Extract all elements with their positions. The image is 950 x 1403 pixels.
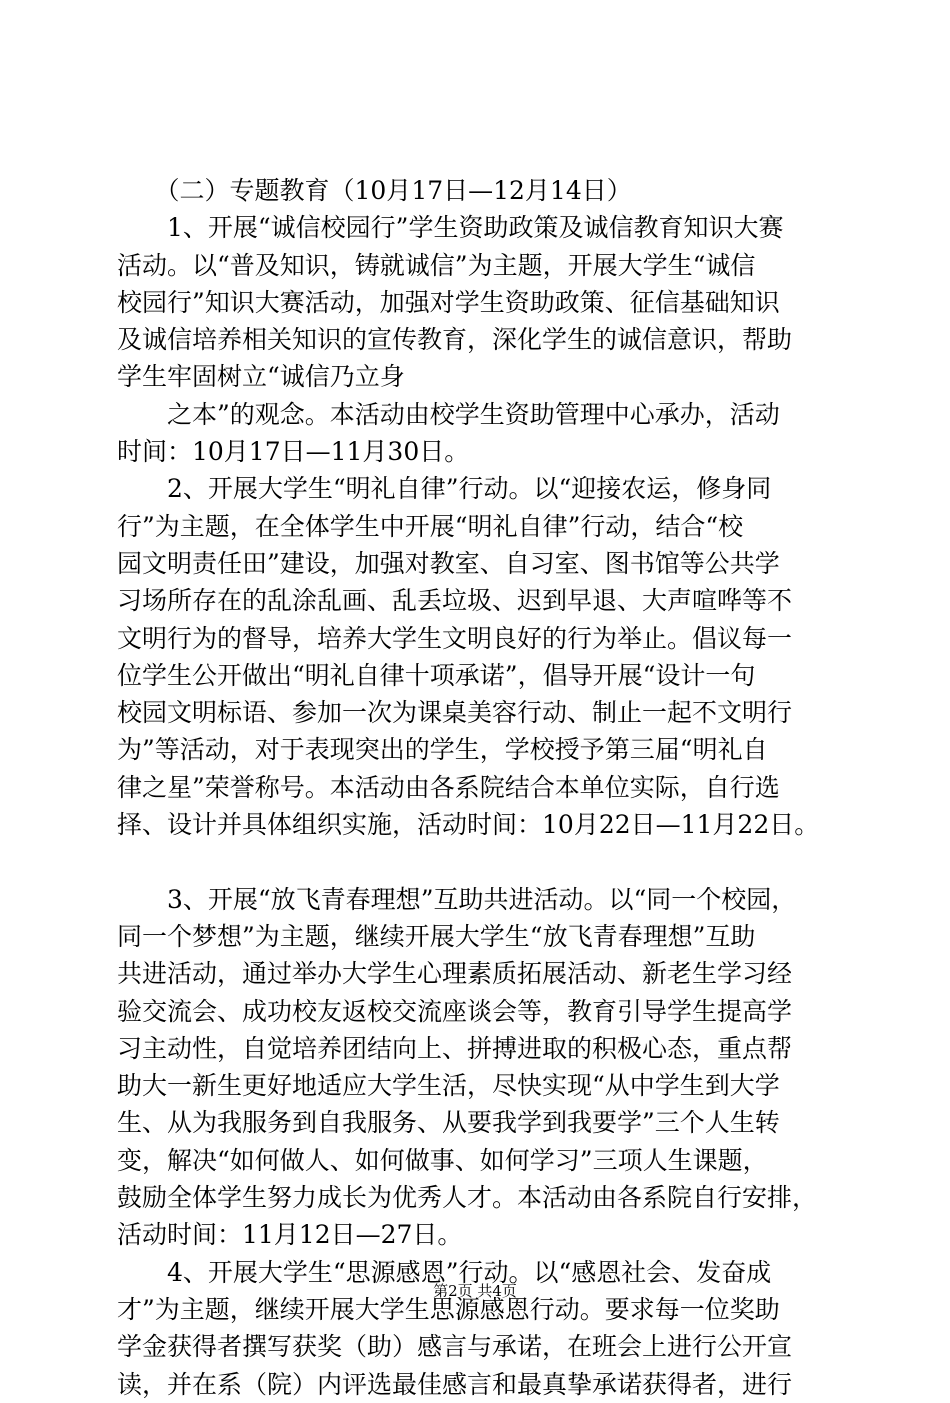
text-line: 行”为主题，在全体学生中开展“明礼自律”行动，结合“校 xyxy=(117,511,744,541)
text-line: （二）专题教育（10月17日—12月14日） xyxy=(117,176,632,205)
text-line: 助大一新生更好地适应大学生活，尽快实现“从中学生到大学 xyxy=(117,1071,780,1101)
text-line: 位学生公开做出“明礼自律十项承诺”，倡导开展“设计一句 xyxy=(117,660,756,690)
text-line: 同一个梦想”为主题，继续开展大学生“放飞青春理想”互助 xyxy=(117,921,756,951)
blank-line xyxy=(117,843,839,880)
text-line: 学金获得者撰写获奖（助）感言与承诺，在班会上进行公开宣 xyxy=(117,1332,793,1362)
text-line: 择、设计并具体组织实施，活动时间：10月22日—11月22日。 xyxy=(117,810,820,840)
text-line: 生、从为我服务到自我服务、从要我学到我要学”三个人生转 xyxy=(117,1108,780,1138)
text-line: 4、开展大学生“思源感恩”行动。以“感恩社会、发奋成 xyxy=(117,1257,772,1287)
text-line: 验交流会、成功校友返校交流座谈会等，教育引导学生提高学 xyxy=(117,996,793,1026)
text-line: 之本”的观念。本活动由校学生资助管理中心承办，活动 xyxy=(117,399,780,429)
text-line: 鼓励全体学生努力成长为优秀人才。本活动由各系院自行安排， xyxy=(117,1183,818,1213)
text-line: 1、开展“诚信校园行”学生资助政策及诚信教育知识大赛 xyxy=(117,213,784,243)
text-line: 文明行为的督导，培养大学生文明良好的行为举止。倡议每一 xyxy=(117,623,793,653)
text-line: 3、开展“放飞青春理想”互助共进活动。以“同一个校园， xyxy=(117,884,797,914)
text-line: 及诚信培养相关知识的宣传教育，深化学生的诚信意识，帮助 xyxy=(117,325,793,355)
text-line: 变，解决“如何做人、如何做事、如何学习”三项人生课题， xyxy=(117,1145,768,1175)
text-line: 读，并在系（院）内评选最佳感言和最真挚承诺获得者，进行 xyxy=(117,1369,793,1399)
text-line: 校园文明标语、参加一次为课桌美容行动、制止一起不文明行 xyxy=(117,698,793,728)
text-line: 时间：10月17日—11月30日。 xyxy=(117,437,470,467)
text-line: 律之星”荣誉称号。本活动由各系院结合本单位实际，自行选 xyxy=(117,772,780,802)
text-line: 园文明责任田”建设，加强对教室、自习室、图书馆等公共学 xyxy=(117,548,780,578)
text-line: 2、开展大学生“明礼自律”行动。以“迎接农运，修身同 xyxy=(117,474,772,504)
text-line: 习主动性，自觉培养团结向上、拼搏进取的积极心态，重点帮 xyxy=(117,1033,793,1063)
text-line: 才”为主题，继续开展大学生思源感恩行动。要求每一位奖助 xyxy=(117,1294,780,1324)
text-line: 校园行”知识大赛活动，加强对学生资助政策、征信基础知识 xyxy=(117,287,780,317)
text-line: 习场所存在的乱涂乱画、乱丢垃圾、迟到早退、大声喧哗等不 xyxy=(117,586,793,616)
text-line: 活动。以“普及知识，铸就诚信”为主题，开展大学生“诚信 xyxy=(117,250,756,280)
text-line: 为”等活动，对于表现突出的学生，学校授予第三届“明礼自 xyxy=(117,735,768,765)
document-body xyxy=(117,172,839,1403)
page-footer: 第2页 共4页 xyxy=(433,1282,517,1300)
text-line: 活动时间：11月12日—27日。 xyxy=(117,1220,463,1250)
text-line: 学生牢固树立“诚信乃立身 xyxy=(117,362,405,392)
text-line: 共进活动，通过举办大学生心理素质拓展活动、新老生学习经 xyxy=(117,959,793,989)
